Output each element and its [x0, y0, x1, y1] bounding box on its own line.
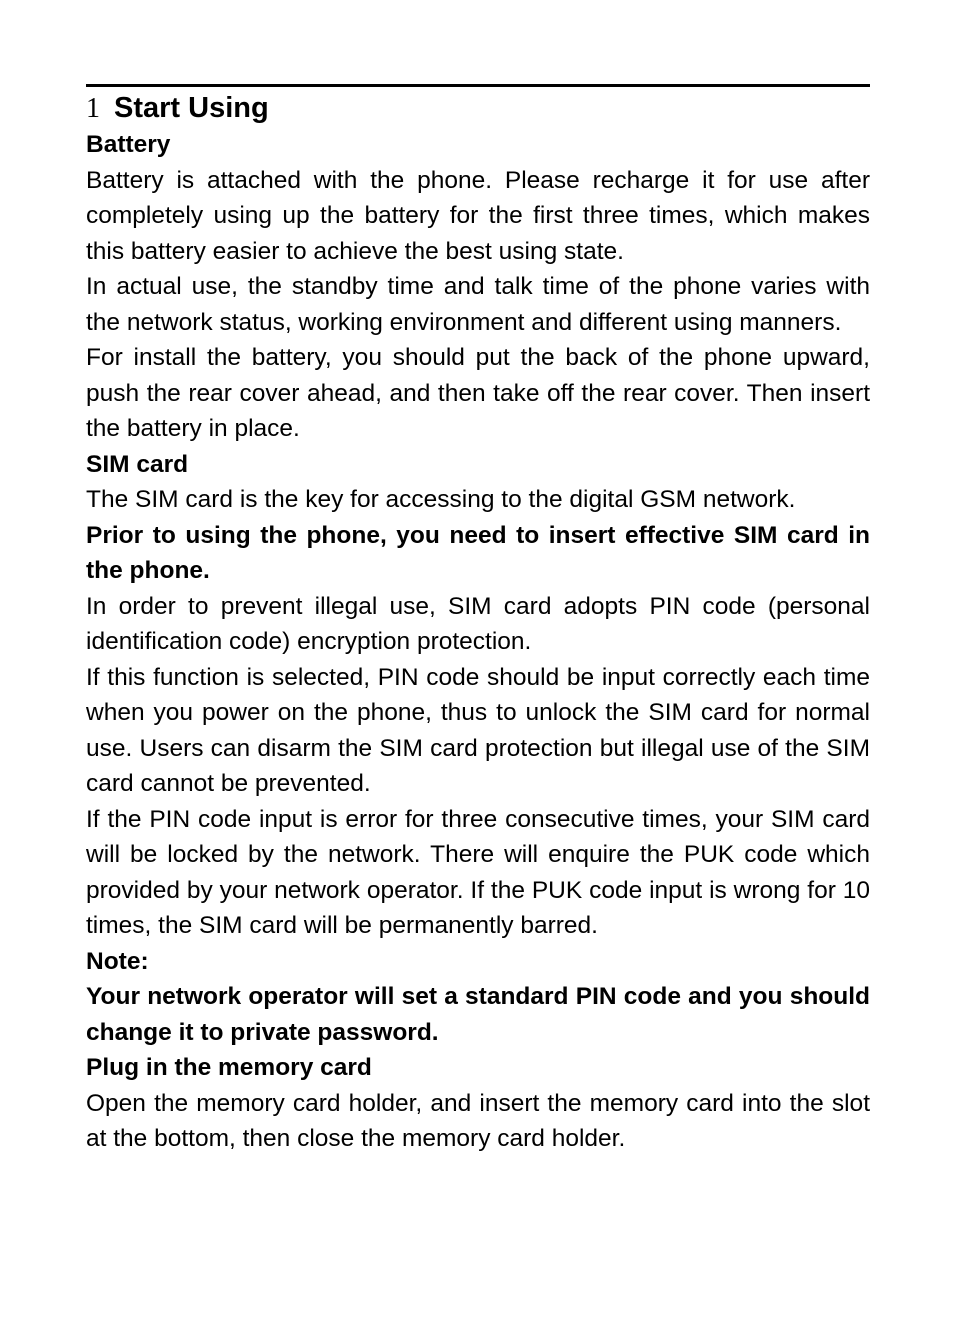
sim-paragraph-4: If this function is selected, PIN code should be input correctly each time when you power on the phone, thus to unlock the SIM card for normal use. Users can disarm the SIM card protection but illegal use of the SIM card cannot be prevented. — [86, 663, 870, 797]
note-text: Your network operator will set a standard PIN code and you should change it to private password. — [86, 983, 870, 1046]
sim-paragraph-1: The SIM card is the key for accessing to the digital GSM network. — [86, 486, 796, 513]
memory-paragraph-1: Open the memory card holder, and insert the memory card into the slot at the bottom, then close the memory card holder. — [86, 1089, 870, 1152]
note-heading: Note: — [86, 947, 149, 975]
battery-paragraph-1: Battery is attached with the phone. Please recharge it for use after completely using up the battery for the first three times, which makes this battery easier to achieve the best using state. — [86, 166, 870, 265]
document-page — [86, 84, 870, 1157]
chapter-number: 1 — [86, 93, 100, 124]
chapter-title: Start Using — [114, 92, 269, 124]
sim-paragraph-3: In order to prevent illegal use, SIM card adopts PIN code (personal identification code) encryption protection. — [86, 592, 870, 655]
memory-heading: Plug in the memory card — [86, 1054, 372, 1081]
sim-paragraph-5: If the PIN code input is error for three consecutive times, your SIM card will be locked by the network. There will enquire the PUK code which provided by your network operator. If the PUK code input is wrong for 10 times, the SIM card will be permanently barred. — [86, 805, 870, 939]
sim-paragraph-2-bold: Prior to using the phone, you need to insert effective SIM card in the phone. — [86, 521, 870, 584]
battery-heading: Battery — [86, 131, 171, 158]
battery-paragraph-3: For install the battery, you should put the back of the phone upward, push the rear cover ahead, and then take off the rear cover. Then insert the battery in place. — [86, 344, 870, 442]
sim-heading: SIM card — [86, 450, 189, 478]
battery-paragraph-2: In actual use, the standby time and talk time of the phone varies with the network status, working environment and different using manners. — [86, 273, 870, 336]
top-rule — [86, 84, 870, 87]
chapter-heading — [86, 89, 870, 127]
